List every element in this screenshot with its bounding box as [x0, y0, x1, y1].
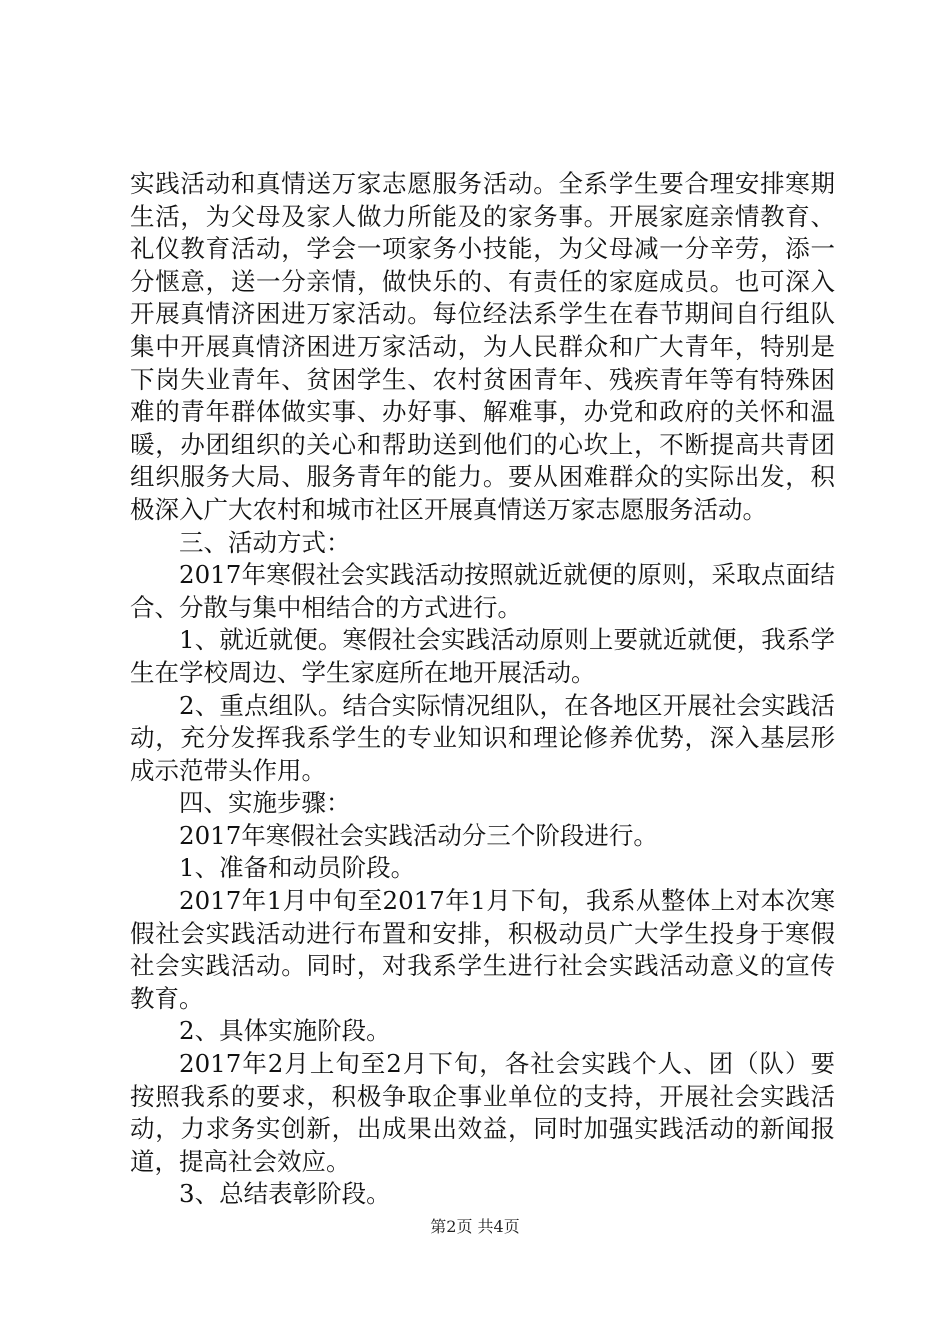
paragraph-stage-implementation: 2017年2月上旬至2月下旬，各社会实践个人、团（队）要按照我系的要求，积极争取企事业单位的支持，开展社会实践活动，力求务实创新，出成果出效益，同时加强实践活动的新闻报道，提高社会效应。 — [130, 1049, 835, 1176]
paragraph-nearby-convenience: 1、就近就便。寒假社会实践活动原则上要就近就便，我系学生在学校周边、学生家庭所在地开展活动。 — [130, 625, 835, 687]
paragraph-key-teams: 2、重点组队。结合实际情况组队，在各地区开展社会实践活动，充分发挥我系学生的专业知识和理论修养优势，深入基层形成示范带头作用。 — [130, 690, 835, 785]
paragraph-stage-preparation: 2017年1月中旬至2017年1月下旬，我系从整体上对本次寒假社会实践活动进行布置和安排，积极动员广大学生投身于寒假社会实践活动。同时，对我系学生进行社会实践活动意义的宣传教育。 — [130, 886, 835, 1013]
heading-implementation-steps: 四、实施步骤： — [179, 788, 351, 818]
page-number-label: 第2页 共4页 — [430, 1217, 520, 1236]
heading-stage-implementation: 2、具体实施阶段。 — [179, 1016, 391, 1046]
paragraph-continuation: 实践活动和真情送万家志愿服务活动。全系学生要合理安排寒期生活，为父母及家人做力所能及的家务事。开展家庭亲情教育、礼仪教育活动，学会一项家务小技能，为父母减一分辛劳，添一分惬意，送一分亲情，做快乐的、有责任的家庭成员。也可深入开展真情济困进万家活动。每位经法系学生在春节期间自行组队集中开展真情济困进万家活动，为人民群众和广大青年，特别是下岗失业青年、贫困学生、农村贫困青年、残疾青年等有特殊困难的青年群体做实事、办好事、解难事，办党和政府的关怀和温暖，办团组织的关心和帮助送到他们的心坎上，不断提高共青团组织服务大局、服务青年的能力。要从困难群众的实际出发，积极深入广大农村和城市社区开展真情送万家志愿服务活动。 — [130, 169, 835, 524]
document-body — [130, 168, 835, 1211]
paragraph-three-stages: 2017年寒假社会实践活动分三个阶段进行。 — [179, 820, 658, 850]
heading-activity-method: 三、活动方式： — [179, 527, 351, 557]
heading-stage-preparation: 1、准备和动员阶段。 — [179, 853, 416, 883]
heading-stage-summary: 3、总结表彰阶段。 — [179, 1179, 391, 1209]
page-footer — [0, 1217, 950, 1237]
paragraph-activity-principle: 2017年寒假社会实践活动按照就近就便的原则，采取点面结合、分散与集中相结合的方式进行。 — [130, 560, 835, 622]
